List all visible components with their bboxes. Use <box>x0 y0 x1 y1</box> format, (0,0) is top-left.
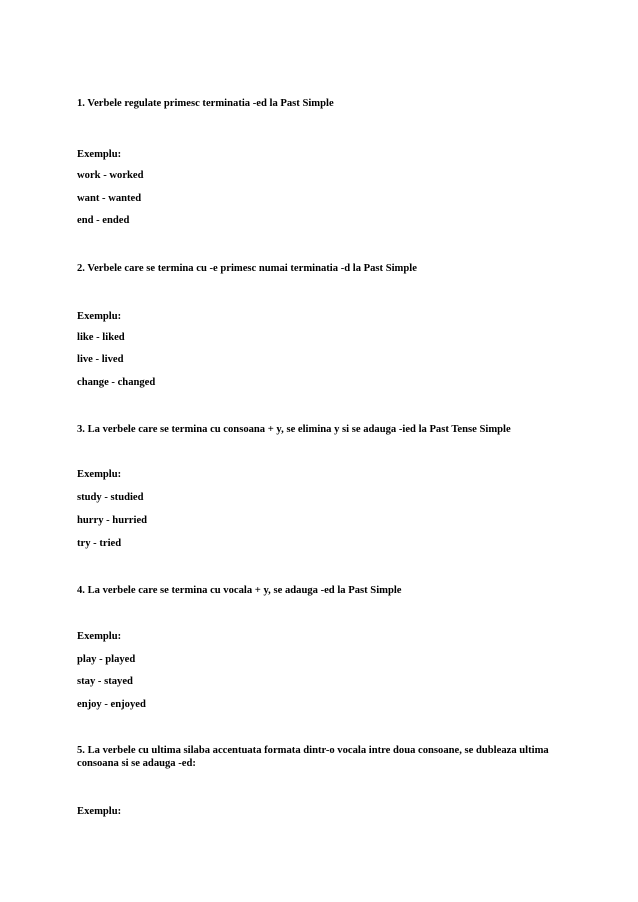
section-4-example-label: Exemplu: <box>77 631 122 642</box>
section-4-heading: 4. La verbele care se termina cu vocala + y, se adauga -ed la Past Simple <box>77 585 402 596</box>
section-3-heading: 3. La verbele care se termina cu consoana + y, se elimina y si se adauga -ied la Past Tense Simple <box>77 424 511 435</box>
section-5-example-label: Exemplu: <box>77 806 122 817</box>
section-1-heading: 1. Verbele regulate primesc terminatia -ed la Past Simple <box>77 98 334 109</box>
section-3-example-2: hurry - hurried <box>77 515 148 526</box>
section-3-example-label: Exemplu: <box>77 469 122 480</box>
section-2-example-1: like - liked <box>77 332 125 343</box>
section-5-heading: 5. La verbele cu ultima silaba accentuata formata dintr-o vocala intre doua consoane, se dubleaza ultima consoana si se adauga -ed: <box>77 745 549 769</box>
section-2-example-3: change - changed <box>77 377 156 388</box>
section-2-example-label: Exemplu: <box>77 311 122 322</box>
section-2-heading: 2. Verbele care se termina cu -e primesc numai terminatia -d la Past Simple <box>77 263 417 274</box>
section-4-example-1: play - played <box>77 654 136 665</box>
section-1-example-1: work - worked <box>77 170 144 181</box>
section-2-example-2: live - lived <box>77 354 124 365</box>
section-4-example-3: enjoy - enjoyed <box>77 699 146 710</box>
section-1-example-label: Exemplu: <box>77 149 122 160</box>
section-1-example-2: want - wanted <box>77 193 142 204</box>
section-3-example-3: try - tried <box>77 538 122 549</box>
section-1-example-3: end - ended <box>77 215 130 226</box>
section-3-example-1: study - studied <box>77 492 144 503</box>
section-4-example-2: stay - stayed <box>77 676 133 687</box>
